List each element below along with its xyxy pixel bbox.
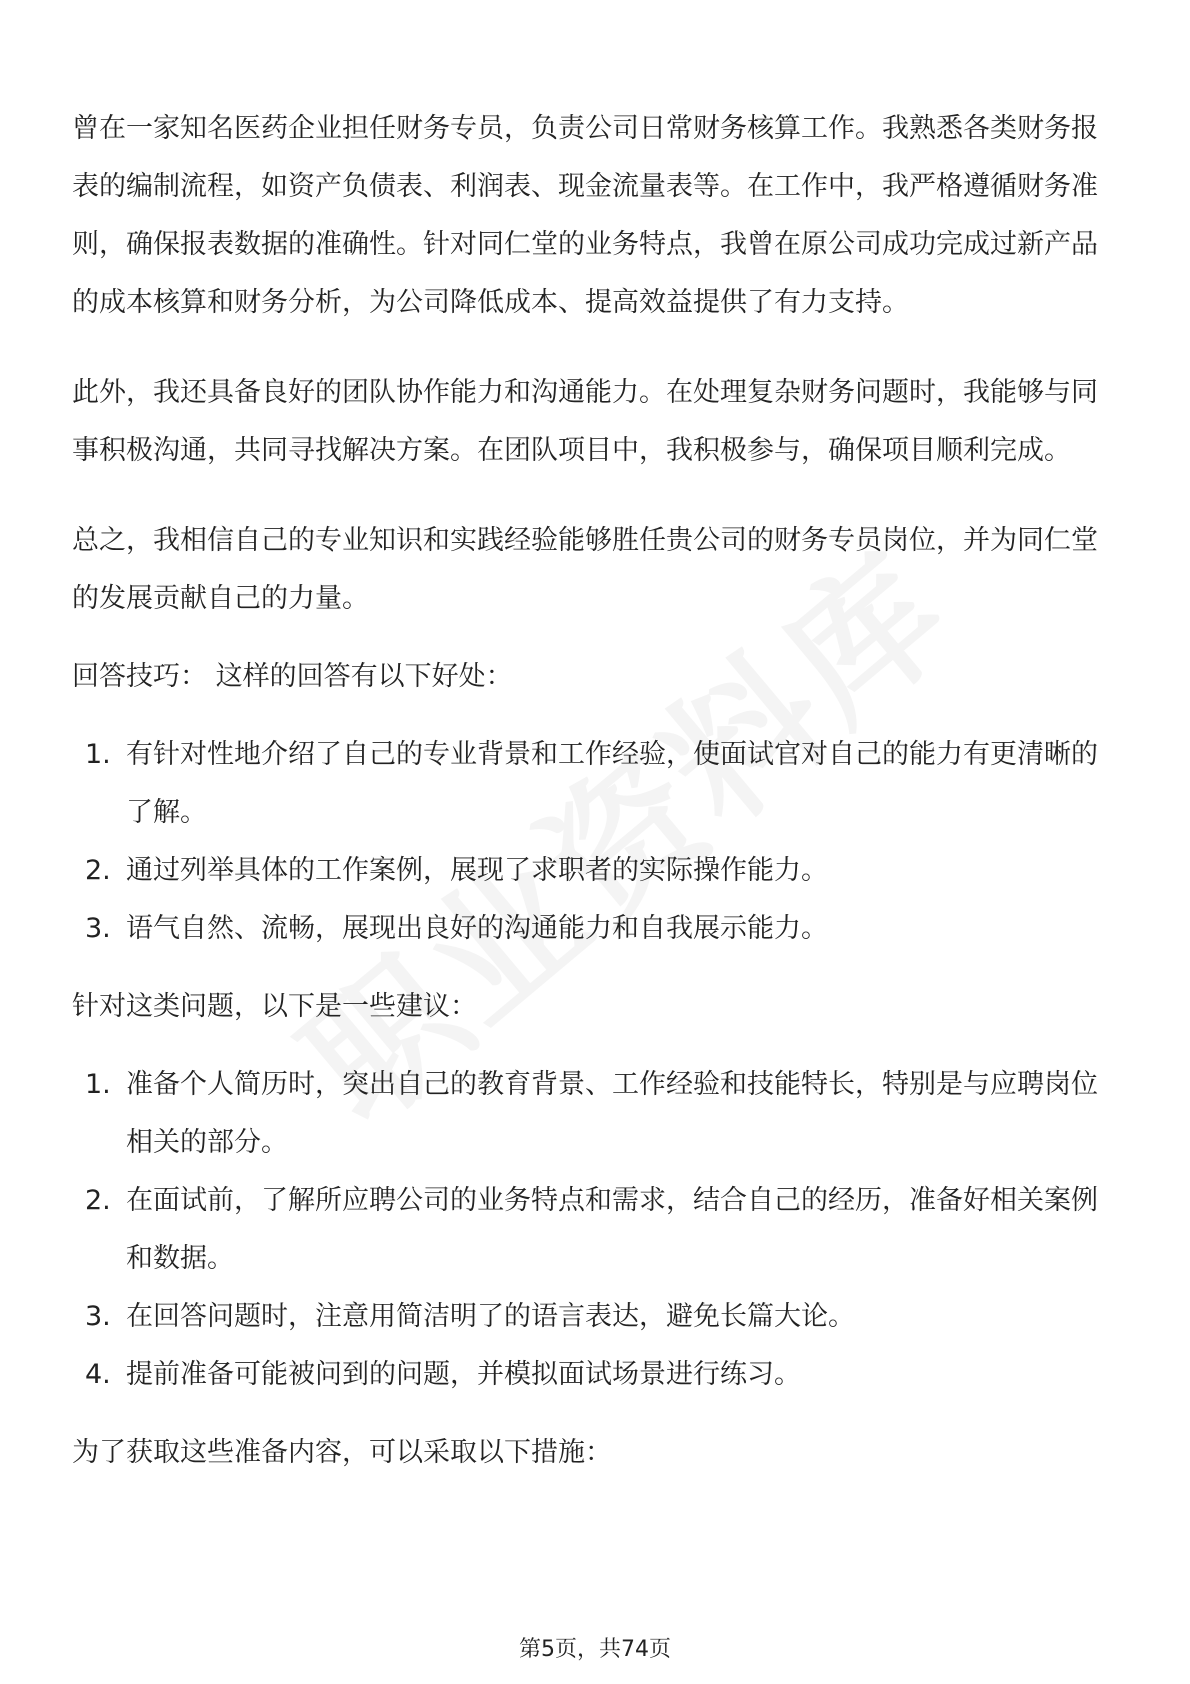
paragraph-experience: 曾在一家知名医药企业担任财务专员，负责公司日常财务核算工作。我熟悉各类财务报表的编制流程，如资产负债表、利润表、现金流量表等。在工作中，我严格遵循财务准则，确保报表数据的准确性。针对同仁堂的业务特点，我曾在原公司成功完成过新产品的成本核算和财务分析，为公司降低成本、提高效益提供了有力支持。 — [72, 113, 1098, 318]
tips-list — [72, 726, 1122, 958]
paragraph-teamwork: 此外，我还具备良好的团队协作能力和沟通能力。在处理复杂财务问题时，我能够与同事积极沟通，共同寻找解决方案。在团队项目中，我积极参与，确保项目顺利完成。 — [72, 377, 1098, 466]
list-text: 通过列举具体的工作案例，展现了求职者的实际操作能力。 — [126, 855, 828, 886]
page-number: 第5页，共74页 — [519, 1637, 671, 1662]
list-number: 4. — [85, 1359, 111, 1390]
paragraph-summary: 总之，我相信自己的专业知识和实践经验能够胜任贵公司的财务专员岗位，并为同仁堂的发展贡献自己的力量。 — [72, 525, 1098, 614]
tips-heading: 回答技巧： 这样的回答有以下好处： — [72, 661, 513, 692]
list-item — [72, 1288, 1122, 1346]
closing-heading: 为了获取这些准备内容，可以采取以下措施： — [72, 1437, 612, 1468]
list-item — [72, 726, 1122, 842]
list-text: 语气自然、流畅，展现出良好的沟通能力和自我展示能力。 — [126, 913, 828, 944]
advice-heading: 针对这类问题，以下是一些建议： — [72, 991, 477, 1022]
list-number: 3. — [85, 1301, 111, 1332]
list-number: 2. — [85, 1185, 111, 1216]
list-item — [72, 1172, 1122, 1288]
list-item — [72, 900, 1122, 958]
list-text: 有针对性地介绍了自己的专业背景和工作经验，使面试官对自己的能力有更清晰的了解。 — [126, 739, 1098, 828]
list-text: 准备个人简历时，突出自己的教育背景、工作经验和技能特长，特别是与应聘岗位相关的部分。 — [126, 1069, 1098, 1158]
document-body — [72, 100, 1122, 1482]
list-text: 在回答问题时，注意用简洁明了的语言表达，避免长篇大论。 — [126, 1301, 855, 1332]
list-number: 1. — [85, 739, 111, 770]
list-item — [72, 1346, 1122, 1404]
list-number: 2. — [85, 855, 111, 886]
list-item — [72, 1056, 1122, 1172]
list-text: 在面试前，了解所应聘公司的业务特点和需求，结合自己的经历，准备好相关案例和数据。 — [126, 1185, 1098, 1274]
list-text: 提前准备可能被问到的问题，并模拟面试场景进行练习。 — [126, 1359, 801, 1390]
list-number: 1. — [85, 1069, 111, 1100]
list-number: 3. — [85, 913, 111, 944]
list-item — [72, 842, 1122, 900]
advice-list — [72, 1056, 1122, 1404]
